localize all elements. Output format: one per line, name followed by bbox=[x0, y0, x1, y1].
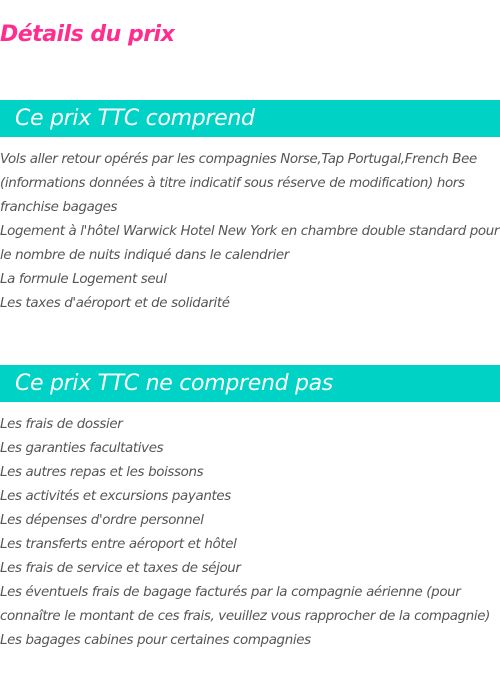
price-excludes-list bbox=[0, 413, 500, 653]
list-item: Les transferts entre aéroport et hôtel bbox=[0, 537, 237, 552]
price-excludes-section bbox=[0, 365, 500, 653]
price-includes-heading: Ce prix TTC comprend bbox=[0, 100, 500, 137]
list-item: Les bagages cabines pour certaines compagnies bbox=[0, 633, 311, 648]
list-item: Les éventuels frais de bagage facturés par la compagnie aérienne (pour connaître le montant de ces frais, veuillez vous rapprocher de la compagnie) bbox=[0, 585, 491, 624]
list-item: La formule Logement seul bbox=[0, 272, 167, 287]
list-item: Les taxes d'aéroport et de solidarité bbox=[0, 296, 230, 311]
list-item: Les dépenses d'ordre personnel bbox=[0, 513, 204, 528]
page-title: Détails du prix bbox=[0, 22, 175, 47]
list-item: Les frais de service et taxes de séjour bbox=[0, 561, 241, 576]
price-excludes-heading: Ce prix TTC ne comprend pas bbox=[0, 365, 500, 402]
list-item: Vols aller retour opérés par les compagnies Norse,Tap Portugal,French Bee (informations données à titre indicatif sous réserve de modification) hors franchise bagages bbox=[0, 152, 477, 215]
list-item: Les frais de dossier bbox=[0, 417, 123, 432]
list-item: Logement à l'hôtel Warwick Hotel New York en chambre double standard pour le nombre de nuits indiqué dans le calendrier bbox=[0, 224, 500, 263]
list-item: Les autres repas et les boissons bbox=[0, 465, 204, 480]
list-item: Les activités et excursions payantes bbox=[0, 489, 231, 504]
price-includes-section bbox=[0, 100, 500, 316]
list-item: Les garanties facultatives bbox=[0, 441, 164, 456]
price-includes-list bbox=[0, 148, 500, 316]
